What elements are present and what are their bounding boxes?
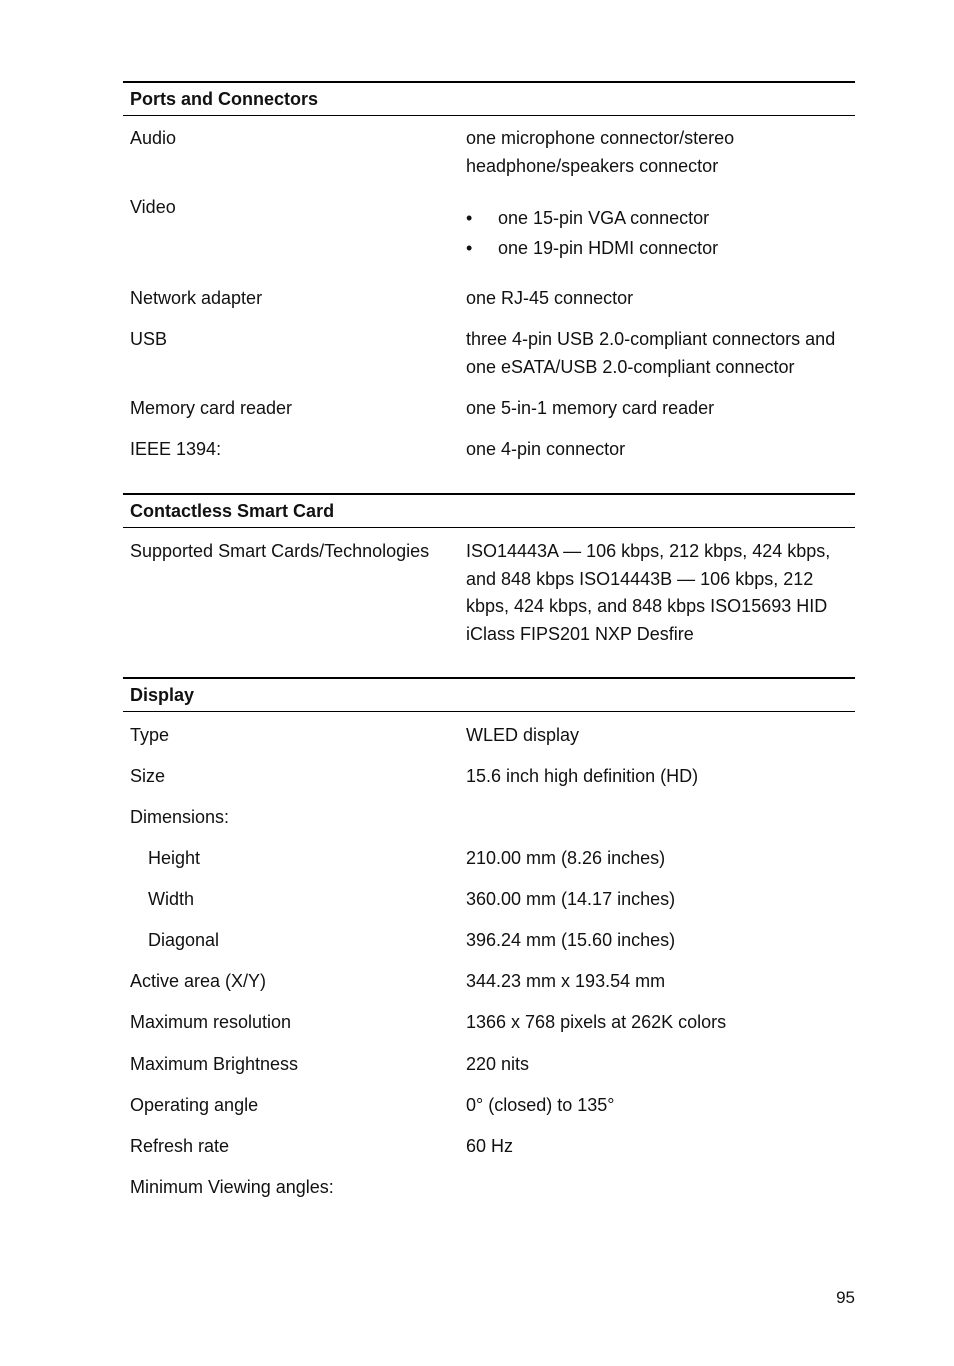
spec-label: Active area (X/Y) bbox=[130, 971, 267, 991]
spec-value-line: headphone/speakers connector bbox=[466, 155, 719, 176]
spec-label: Maximum resolution bbox=[130, 1012, 292, 1032]
contactless-smart-card-section bbox=[123, 493, 855, 653]
spec-label: Width bbox=[148, 889, 195, 909]
spec-value-line: one 5-in-1 memory card reader bbox=[466, 398, 715, 418]
spec-label: Height bbox=[148, 848, 201, 868]
spec-label: USB bbox=[130, 329, 168, 349]
spec-label: Supported Smart Cards/Technologies bbox=[130, 541, 430, 561]
list-item-text: one 19-pin HDMI connector bbox=[498, 238, 719, 258]
spec-value: 220 nits bbox=[466, 1054, 530, 1074]
ports-and-connectors-section bbox=[123, 81, 855, 461]
spec-label: Refresh rate bbox=[130, 1136, 230, 1156]
spec-value-line: one 4-pin connector bbox=[466, 439, 626, 459]
spec-value bbox=[466, 285, 855, 313]
bullet-icon: • bbox=[466, 238, 473, 258]
spec-value: 344.23 mm x 193.54 mm bbox=[466, 971, 666, 991]
spec-label: Audio bbox=[130, 128, 177, 148]
spec-label: Size bbox=[130, 766, 166, 786]
spec-label: Memory card reader bbox=[130, 398, 293, 418]
spec-label: Video bbox=[130, 197, 176, 217]
section-heading: Contactless Smart Card bbox=[123, 493, 855, 528]
spec-value: WLED display bbox=[466, 725, 580, 745]
list-item-text: one 15-pin VGA connector bbox=[498, 208, 710, 228]
spec-value bbox=[466, 436, 855, 464]
spec-label: Type bbox=[130, 725, 170, 745]
spec-value-line: one RJ-45 connector bbox=[466, 288, 634, 308]
spec-value-line: ISO14443A — 106 kbps, 212 kbps, 424 kbps, bbox=[466, 541, 831, 561]
list-item bbox=[466, 203, 855, 233]
spec-value-line: and 848 kbps ISO14443B — 106 kbps, 212 bbox=[466, 568, 814, 589]
spec-value: 210.00 mm (8.26 inches) bbox=[466, 848, 666, 868]
spec-label: Maximum Brightness bbox=[130, 1054, 299, 1074]
page-number: 95 bbox=[836, 1288, 855, 1307]
spec-label: IEEE 1394: bbox=[130, 439, 222, 459]
spec-label: Dimensions: bbox=[130, 807, 230, 827]
spec-value: 360.00 mm (14.17 inches) bbox=[466, 889, 676, 909]
spec-value: 0° (closed) to 135° bbox=[466, 1095, 615, 1115]
spec-value: 1366 x 768 pixels at 262K colors bbox=[466, 1012, 727, 1032]
bullet-list bbox=[466, 203, 855, 263]
list-item bbox=[466, 233, 855, 263]
section-heading: Display bbox=[123, 677, 855, 712]
spec-value bbox=[466, 125, 855, 180]
spec-value bbox=[466, 203, 855, 263]
spec-value: 396.24 mm (15.60 inches) bbox=[466, 930, 676, 950]
spec-value-line: one microphone connector/stereo bbox=[466, 128, 735, 148]
spec-label: Network adapter bbox=[130, 288, 263, 308]
bullet-icon: • bbox=[466, 208, 473, 228]
spec-value-line: kbps, 424 kbps, and 848 kbps ISO15693 HID bbox=[466, 596, 828, 616]
display-section bbox=[123, 677, 855, 1217]
spec-value-line: one eSATA/USB 2.0-compliant connector bbox=[466, 356, 795, 377]
spec-label: Minimum Viewing angles: bbox=[130, 1177, 334, 1197]
spec-value-line: three 4-pin USB 2.0-compliant connectors and bbox=[466, 329, 836, 349]
spec-value bbox=[466, 326, 855, 381]
spec-value: 15.6 inch high definition (HD) bbox=[466, 766, 699, 786]
spec-label: Diagonal bbox=[148, 930, 220, 950]
spec-label: Operating angle bbox=[130, 1095, 259, 1115]
spec-value-line: iClass FIPS201 NXP Desfire bbox=[466, 623, 694, 644]
spec-value bbox=[466, 538, 855, 648]
spec-value: 60 Hz bbox=[466, 1136, 514, 1156]
spec-value bbox=[466, 395, 855, 423]
section-heading: Ports and Connectors bbox=[123, 81, 855, 116]
